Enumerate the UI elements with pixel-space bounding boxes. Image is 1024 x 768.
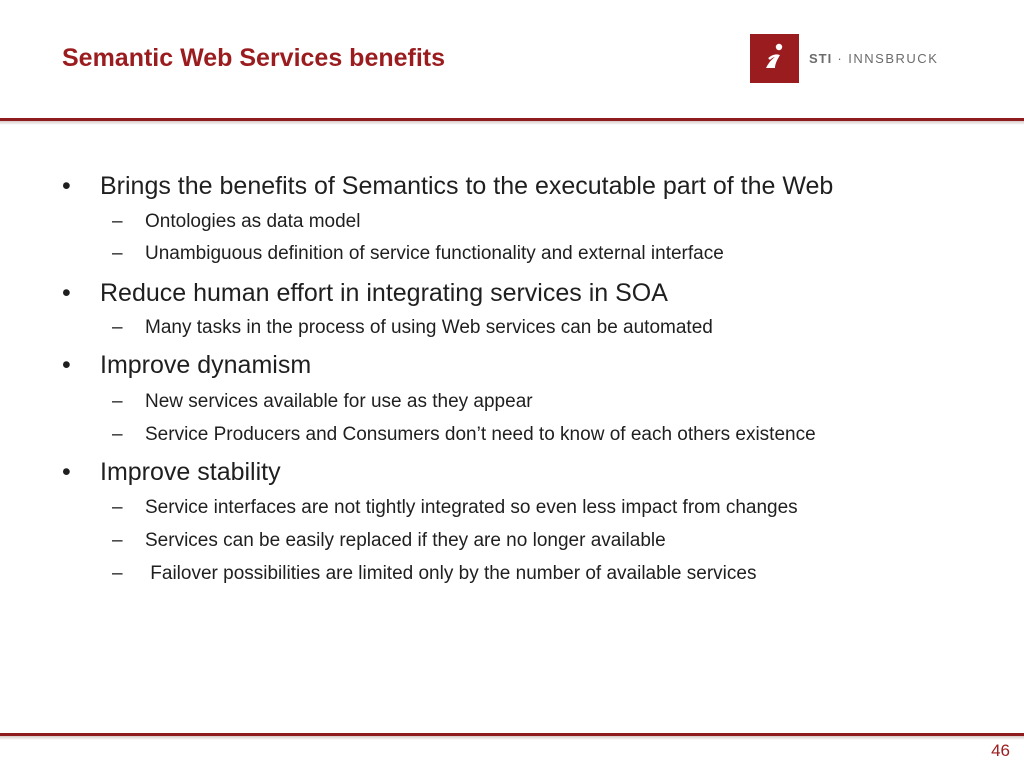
bullet-text: Reduce human effort in integrating services in SOA xyxy=(100,279,668,307)
sub-bullet-text: New services available for use as they appear xyxy=(145,391,533,412)
dash-marker: – xyxy=(112,391,123,412)
sub-bullet-text: Unambiguous definition of service functionality and external interface xyxy=(145,243,724,264)
logo-place: INNSBRUCK xyxy=(848,51,939,66)
bullet-text: Improve dynamism xyxy=(100,351,312,379)
sti-logo-mark-icon xyxy=(750,34,799,83)
dash-marker: – xyxy=(112,243,123,264)
sub-bullet-text: Service Producers and Consumers don’t need to know of each others existence xyxy=(145,424,816,445)
bullet-marker: • xyxy=(62,172,71,200)
header-divider-shadow xyxy=(0,121,1024,125)
sub-bullet-text: Failover possibilities are limited only by the number of available services xyxy=(145,563,757,584)
slide-title: Semantic Web Services benefits xyxy=(62,44,446,72)
dash-marker: – xyxy=(112,317,123,338)
bullet-marker: • xyxy=(62,458,71,486)
sub-bullet-text: Ontologies as data model xyxy=(145,211,361,232)
dash-marker: – xyxy=(112,424,123,445)
page-number: 46 xyxy=(991,741,1010,760)
footer-divider-shadow xyxy=(0,736,1024,740)
sub-bullet-text: Many tasks in the process of using Web services can be automated xyxy=(145,317,713,338)
bullet-marker: • xyxy=(62,351,71,379)
logo-brand: STI xyxy=(809,51,833,66)
dash-marker: – xyxy=(112,211,123,232)
bullet-text: Improve stability xyxy=(100,458,281,486)
logo-wordmark xyxy=(809,51,938,66)
sti-innsbruck-logo xyxy=(750,34,938,83)
sub-bullet-text: Services can be easily replaced if they are no longer available xyxy=(145,530,666,551)
bullet-marker: • xyxy=(62,279,71,307)
logo-separator: · xyxy=(832,51,849,66)
bullet-text: Brings the benefits of Semantics to the executable part of the Web xyxy=(100,172,834,200)
dash-marker: – xyxy=(112,563,123,584)
dash-marker: – xyxy=(112,497,123,518)
sub-bullet-text: Service interfaces are not tightly integrated so even less impact from changes xyxy=(145,497,798,518)
dash-marker: – xyxy=(112,530,123,551)
